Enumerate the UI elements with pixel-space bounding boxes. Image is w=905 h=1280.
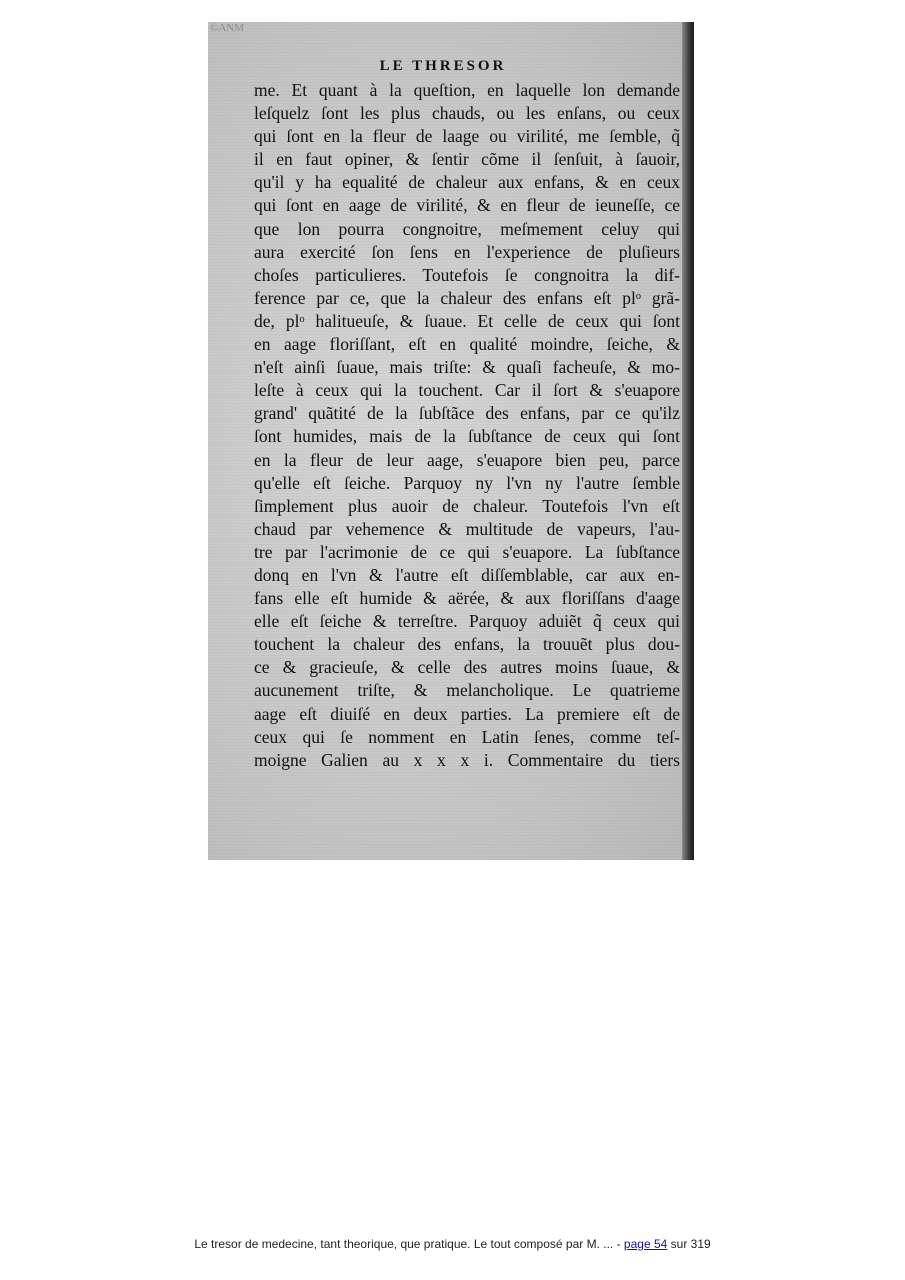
text-line: en la fleur de leur aage, s'euapore bien peu, parce [254,449,680,470]
text-line: grand' quãtité de la ſubſtãce des enfans, par ce qu'ilz [254,403,680,424]
text-line: tre par l'acrimonie de ce qui s'euapore. La ſubſtance [254,541,680,562]
text-line: qu'il y ha equalité de chaleur aux enfans, & en ceux [254,172,680,193]
text-line: moigne Galien au x x x i. Commentaire du tiers [254,749,680,770]
text-line: aura exercité ſon ſens en l'experience de pluſieurs [254,241,680,262]
text-line: en aage floriſſant, eſt en qualité moindre, ſeiche, & [254,334,680,355]
page-text-block [254,79,680,772]
text-line: que lon pourra congnoitre, meſmement celuy qui [254,218,680,239]
text-line: ce & gracieuſe, & celle des autres moins ſuaue, & [254,657,680,678]
library-watermark: ©ANM [210,22,245,34]
text-line: il en faut opiner, & ſentir cõme il ſenſuit, à ſauoir, [254,149,680,170]
page-number-link[interactable]: page 54 [623,1237,668,1251]
text-line: ference par ce, que la chaleur des enfans eſt plᵒ grã- [254,287,680,308]
text-line: ſont humides, mais de la ſubſtance de ceux qui ſont [254,426,680,447]
text-line: aucunement triſte, & melancholique. Le quatrieme [254,680,680,701]
book-spine-shadow [682,22,694,860]
page-caption [0,1237,905,1251]
page-total: sur 319 [667,1237,711,1251]
document-title: Le tresor de medecine, tant theorique, que pratique. Le tout composé par M. ... [194,1237,614,1251]
text-line: ſimplement plus auoir de chaleur. Toutefois l'vn eſt [254,495,680,516]
text-line: donq en l'vn & l'autre eſt diſſemblable, car aux en- [254,564,680,585]
text-line: chaud par vehemence & multitude de vapeurs, l'au- [254,518,680,539]
text-line: qui ſont en la fleur de laage ou virilité, me ſemble, q̃ [254,126,680,147]
text-line: qui ſont en aage de virilité, & en fleur de ieuneſſe, ce [254,195,680,216]
text-line: me. Et quant à la queſtion, en laquelle lon demande [254,80,680,100]
page-scan [208,22,694,860]
running-head: LE THRESOR [379,58,507,74]
text-line: touchent la chaleur des enfans, la trouuẽt plus dou- [254,634,680,655]
text-line: de, plᵒ halitueuſe, & ſuaue. Et celle de ceux qui ſont [254,310,680,331]
text-line: leſte à ceux qui la touchent. Car il ſort & s'euapore [254,380,680,401]
text-line: leſquelz ſont les plus chauds, ou les enſans, ou ceux [254,103,680,124]
text-line: ceux qui ſe nomment en Latin ſenes, comme teſ- [254,726,680,747]
text-line: aage eſt diuiſé en deux parties. La premiere eſt de [254,703,680,724]
text-line: fans elle eſt humide & aërée, & aux floriſſans d'aage [254,588,680,609]
text-line: elle eſt ſeiche & terreſtre. Parquoy aduiẽt q̃ ceux qui [254,611,680,632]
text-line: qu'elle eſt ſeiche. Parquoy ny l'vn ny l'autre ſemble [254,472,680,493]
text-line: n'eſt ainſi ſuaue, mais triſte: & quaſi facheuſe, & mo- [254,357,680,378]
text-line: choſes particulieres. Toutefois ſe congnoitra la dif- [254,264,680,285]
caption-separator: - [613,1237,624,1251]
